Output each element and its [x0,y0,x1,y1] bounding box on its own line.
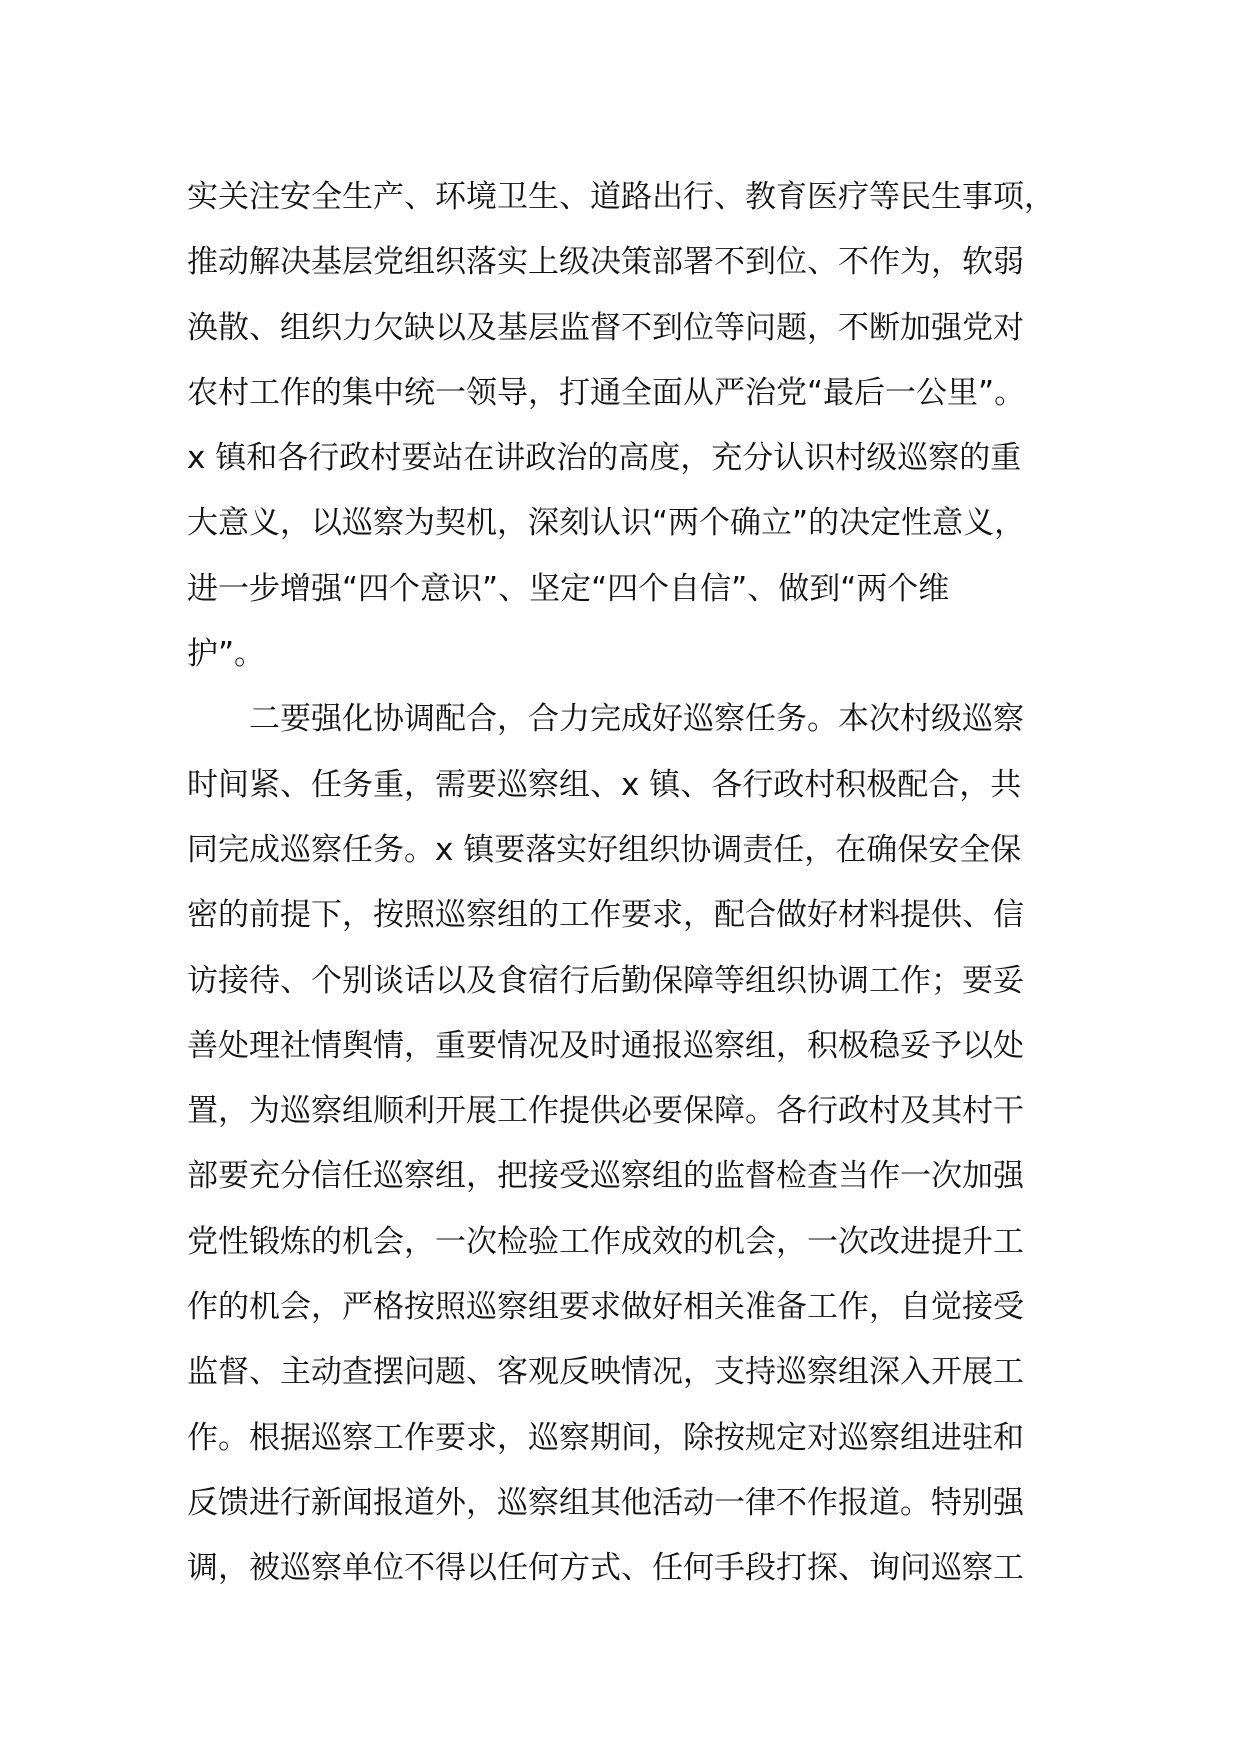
text-line: 反馈进行新闻报道外，巡察组其他活动一律不作报道。特别强 [187,1484,1024,1521]
text-line: 时间紧、任务重，需要巡察组、x 镇、各行政村积极配合，共 [187,766,1022,803]
text-line: 作的机会，严格按照巡察组要求做好相关准备工作，自觉接受 [187,1289,1024,1326]
text-line: 调，被巡察单位不得以任何方式、任何手段打探、询问巡察工 [187,1550,1024,1587]
text-line: 大意义，以巡察为契机，深刻认识“两个确立”的决定性意义， [187,505,1026,542]
text-line: 密的前提下，按照巡察组的工作要求，配合做好材料提供、信 [187,897,1024,934]
text-line: 涣散、组织力欠缺以及基层监督不到位等问题，不断加强党对 [187,309,1024,346]
text-line: 同完成巡察任务。x 镇要落实好组织协调责任，在确保安全保 [187,831,1022,868]
text-line: 实关注安全生产、环境卫生、道路出行、教育医疗等民生事项， [187,179,1055,215]
text-line: 监督、主动查摆问题、客观反映情况，支持巡察组深入开展工 [187,1354,1024,1391]
text-line: 推动解决基层党组织落实上级决策部署不到位、不作为，软弱 [187,244,1024,281]
text-line: 护”。 [187,636,266,673]
text-line: 进一步增强“四个意识”、坚定“四个自信”、做到“两个维 [187,570,950,607]
text-line: x 镇和各行政村要站在讲政治的高度，充分认识村级巡察的重 [187,440,1022,477]
text-line: 农村工作的集中统一领导，打通全面从严治党“最后一公里”。 [187,374,1026,411]
text-line: 部要充分信任巡察组，把接受巡察组的监督检查当作一次加强 [187,1158,1024,1195]
text-line: 二要强化协调配合，合力完成好巡察任务。本次村级巡察 [187,701,1024,738]
text-line: 党性锻炼的机会，一次检验工作成效的机会，一次改进提升工 [187,1223,1024,1260]
text-line: 作。根据巡察工作要求，巡察期间，除按规定对巡察组进驻和 [187,1419,1024,1456]
text-line: 访接待、个别谈话以及食宿行后勤保障等组织协调工作；要妥 [187,962,1024,999]
text-line: 善处理社情舆情，重要情况及时通报巡察组，积极稳妥予以处 [187,1027,1024,1064]
text-line: 置，为巡察组顺利开展工作提供必要保障。各行政村及其村干 [187,1093,1024,1130]
document-body [187,165,1067,1602]
